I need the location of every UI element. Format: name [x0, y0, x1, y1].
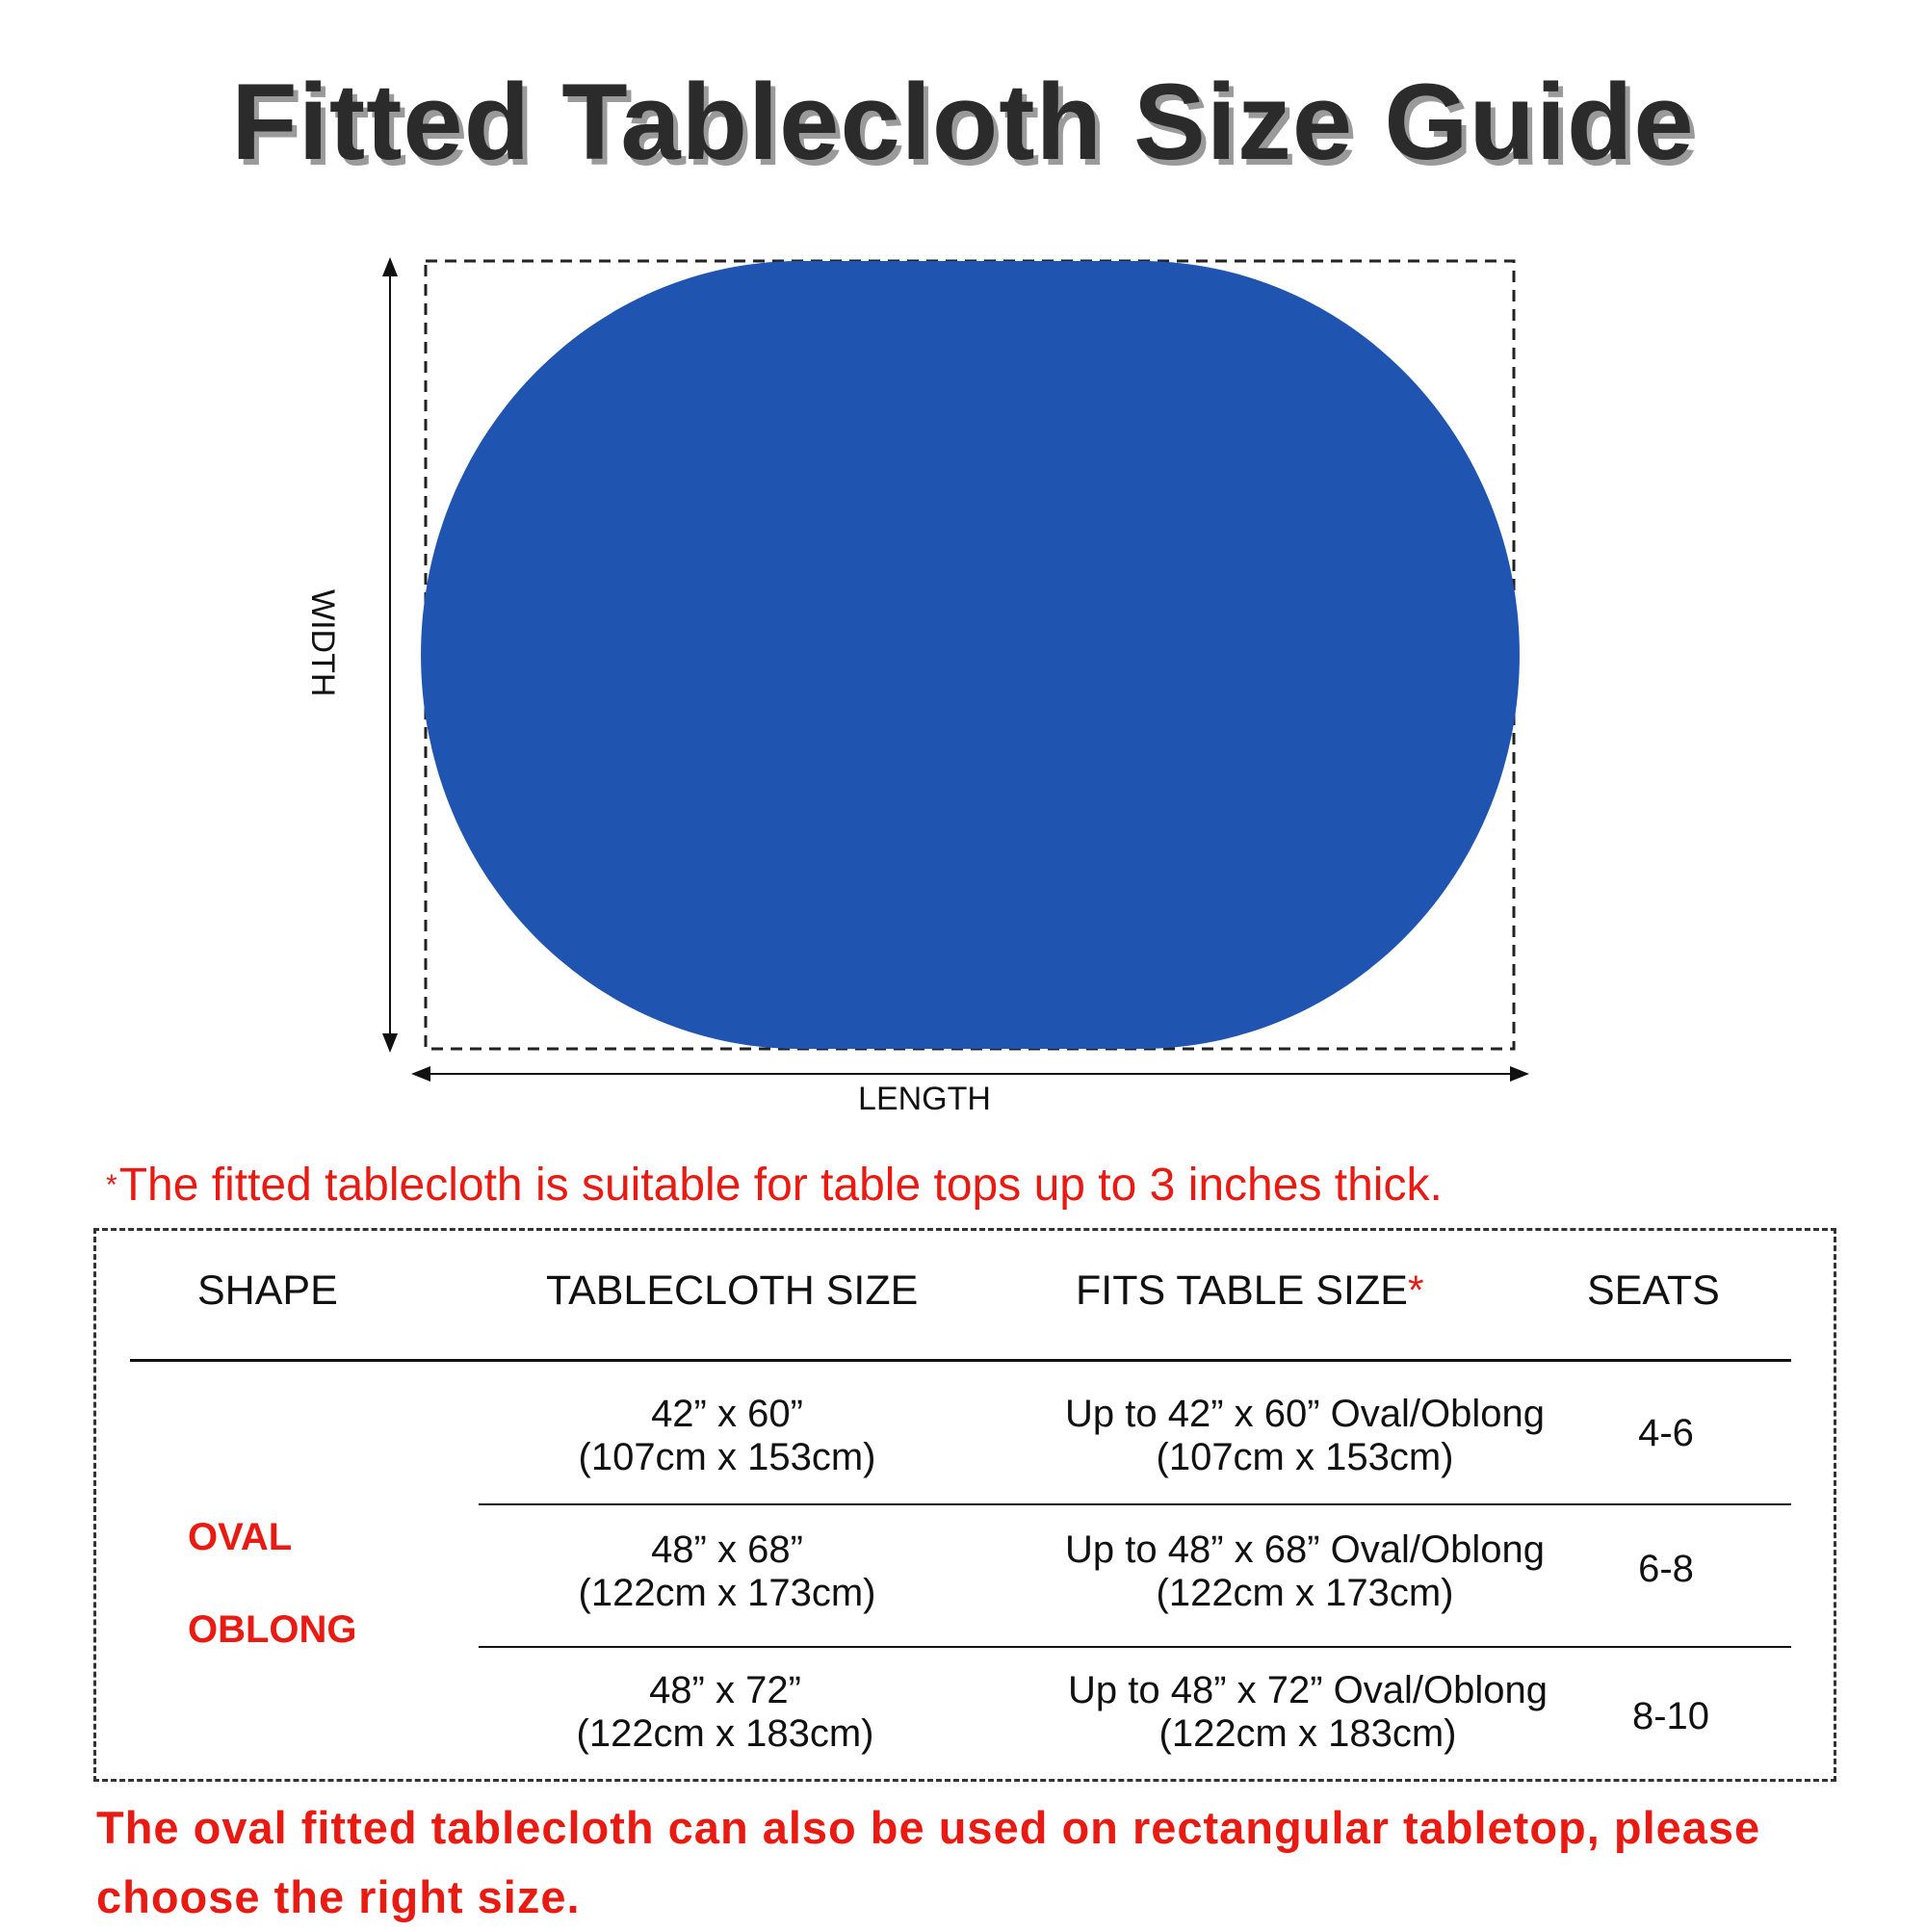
fits-cm: (107cm x 153cm) — [1156, 1436, 1454, 1478]
width-label: WIDTH — [304, 589, 341, 697]
length-label: LENGTH — [858, 1081, 991, 1117]
thickness-note — [106, 1159, 1443, 1212]
header-seats: SEATS — [1587, 1267, 1720, 1314]
footer-note: The oval fitted tablecloth can also be used on rectangular tabletop, please choose the right size. — [96, 1802, 1761, 1922]
size-cm: (122cm x 183cm) — [576, 1712, 874, 1755]
table-row-2-fits — [1035, 1528, 1575, 1615]
fits-inches: Up to 48” x 68” Oval/Oblong — [1064, 1528, 1546, 1571]
size-cm: (107cm x 153cm) — [578, 1436, 876, 1478]
table-row-2-size — [544, 1528, 910, 1615]
shape-label-oval: OVAL — [188, 1516, 293, 1558]
header-divider — [130, 1359, 1791, 1362]
header-shape: SHAPE — [197, 1267, 338, 1314]
tablecloth-diagram — [289, 246, 1560, 1132]
size-inches: 42” x 60” — [651, 1393, 803, 1435]
page-title: Fitted Tablecloth Size Guide — [231, 62, 1695, 182]
table-row-1-fits — [1035, 1393, 1575, 1479]
header-fits-asterisk: * — [1407, 1267, 1424, 1314]
table-row-3-size — [542, 1669, 908, 1756]
header-fits-table-size — [1076, 1267, 1424, 1315]
note-text: The fitted tablecloth is suitable for table tops up to 3 inches thick. — [118, 1160, 1443, 1211]
oval-diagram-svg — [289, 246, 1560, 1132]
size-inches: 48” x 72” — [649, 1669, 801, 1711]
row-divider — [479, 1646, 1791, 1648]
row-divider — [479, 1503, 1791, 1505]
header-fits-text: FITS TABLE SIZE — [1076, 1267, 1408, 1314]
table-row-1-seats: 4-6 — [1638, 1412, 1694, 1454]
size-inches: 48” x 68” — [651, 1528, 803, 1571]
fits-cm: (122cm x 183cm) — [1158, 1712, 1457, 1755]
header-tablecloth-size: TABLECLOTH SIZE — [546, 1267, 919, 1314]
shape-label-oblong: OBLONG — [188, 1608, 357, 1651]
fits-cm: (122cm x 173cm) — [1156, 1572, 1454, 1614]
fits-inches: Up to 42” x 60” Oval/Oblong — [1064, 1393, 1546, 1435]
table-row-3-seats: 8-10 — [1631, 1695, 1710, 1737]
table-row-1-size — [544, 1393, 910, 1479]
size-cm: (122cm x 173cm) — [578, 1572, 876, 1614]
fits-inches: Up to 48” x 72” Oval/Oblong — [1067, 1669, 1549, 1711]
oval-tablecloth-shape — [421, 261, 1520, 1049]
table-row-2-seats: 6-8 — [1638, 1548, 1694, 1590]
note-asterisk: * — [106, 1169, 117, 1201]
table-row-3-fits — [1028, 1669, 1587, 1756]
